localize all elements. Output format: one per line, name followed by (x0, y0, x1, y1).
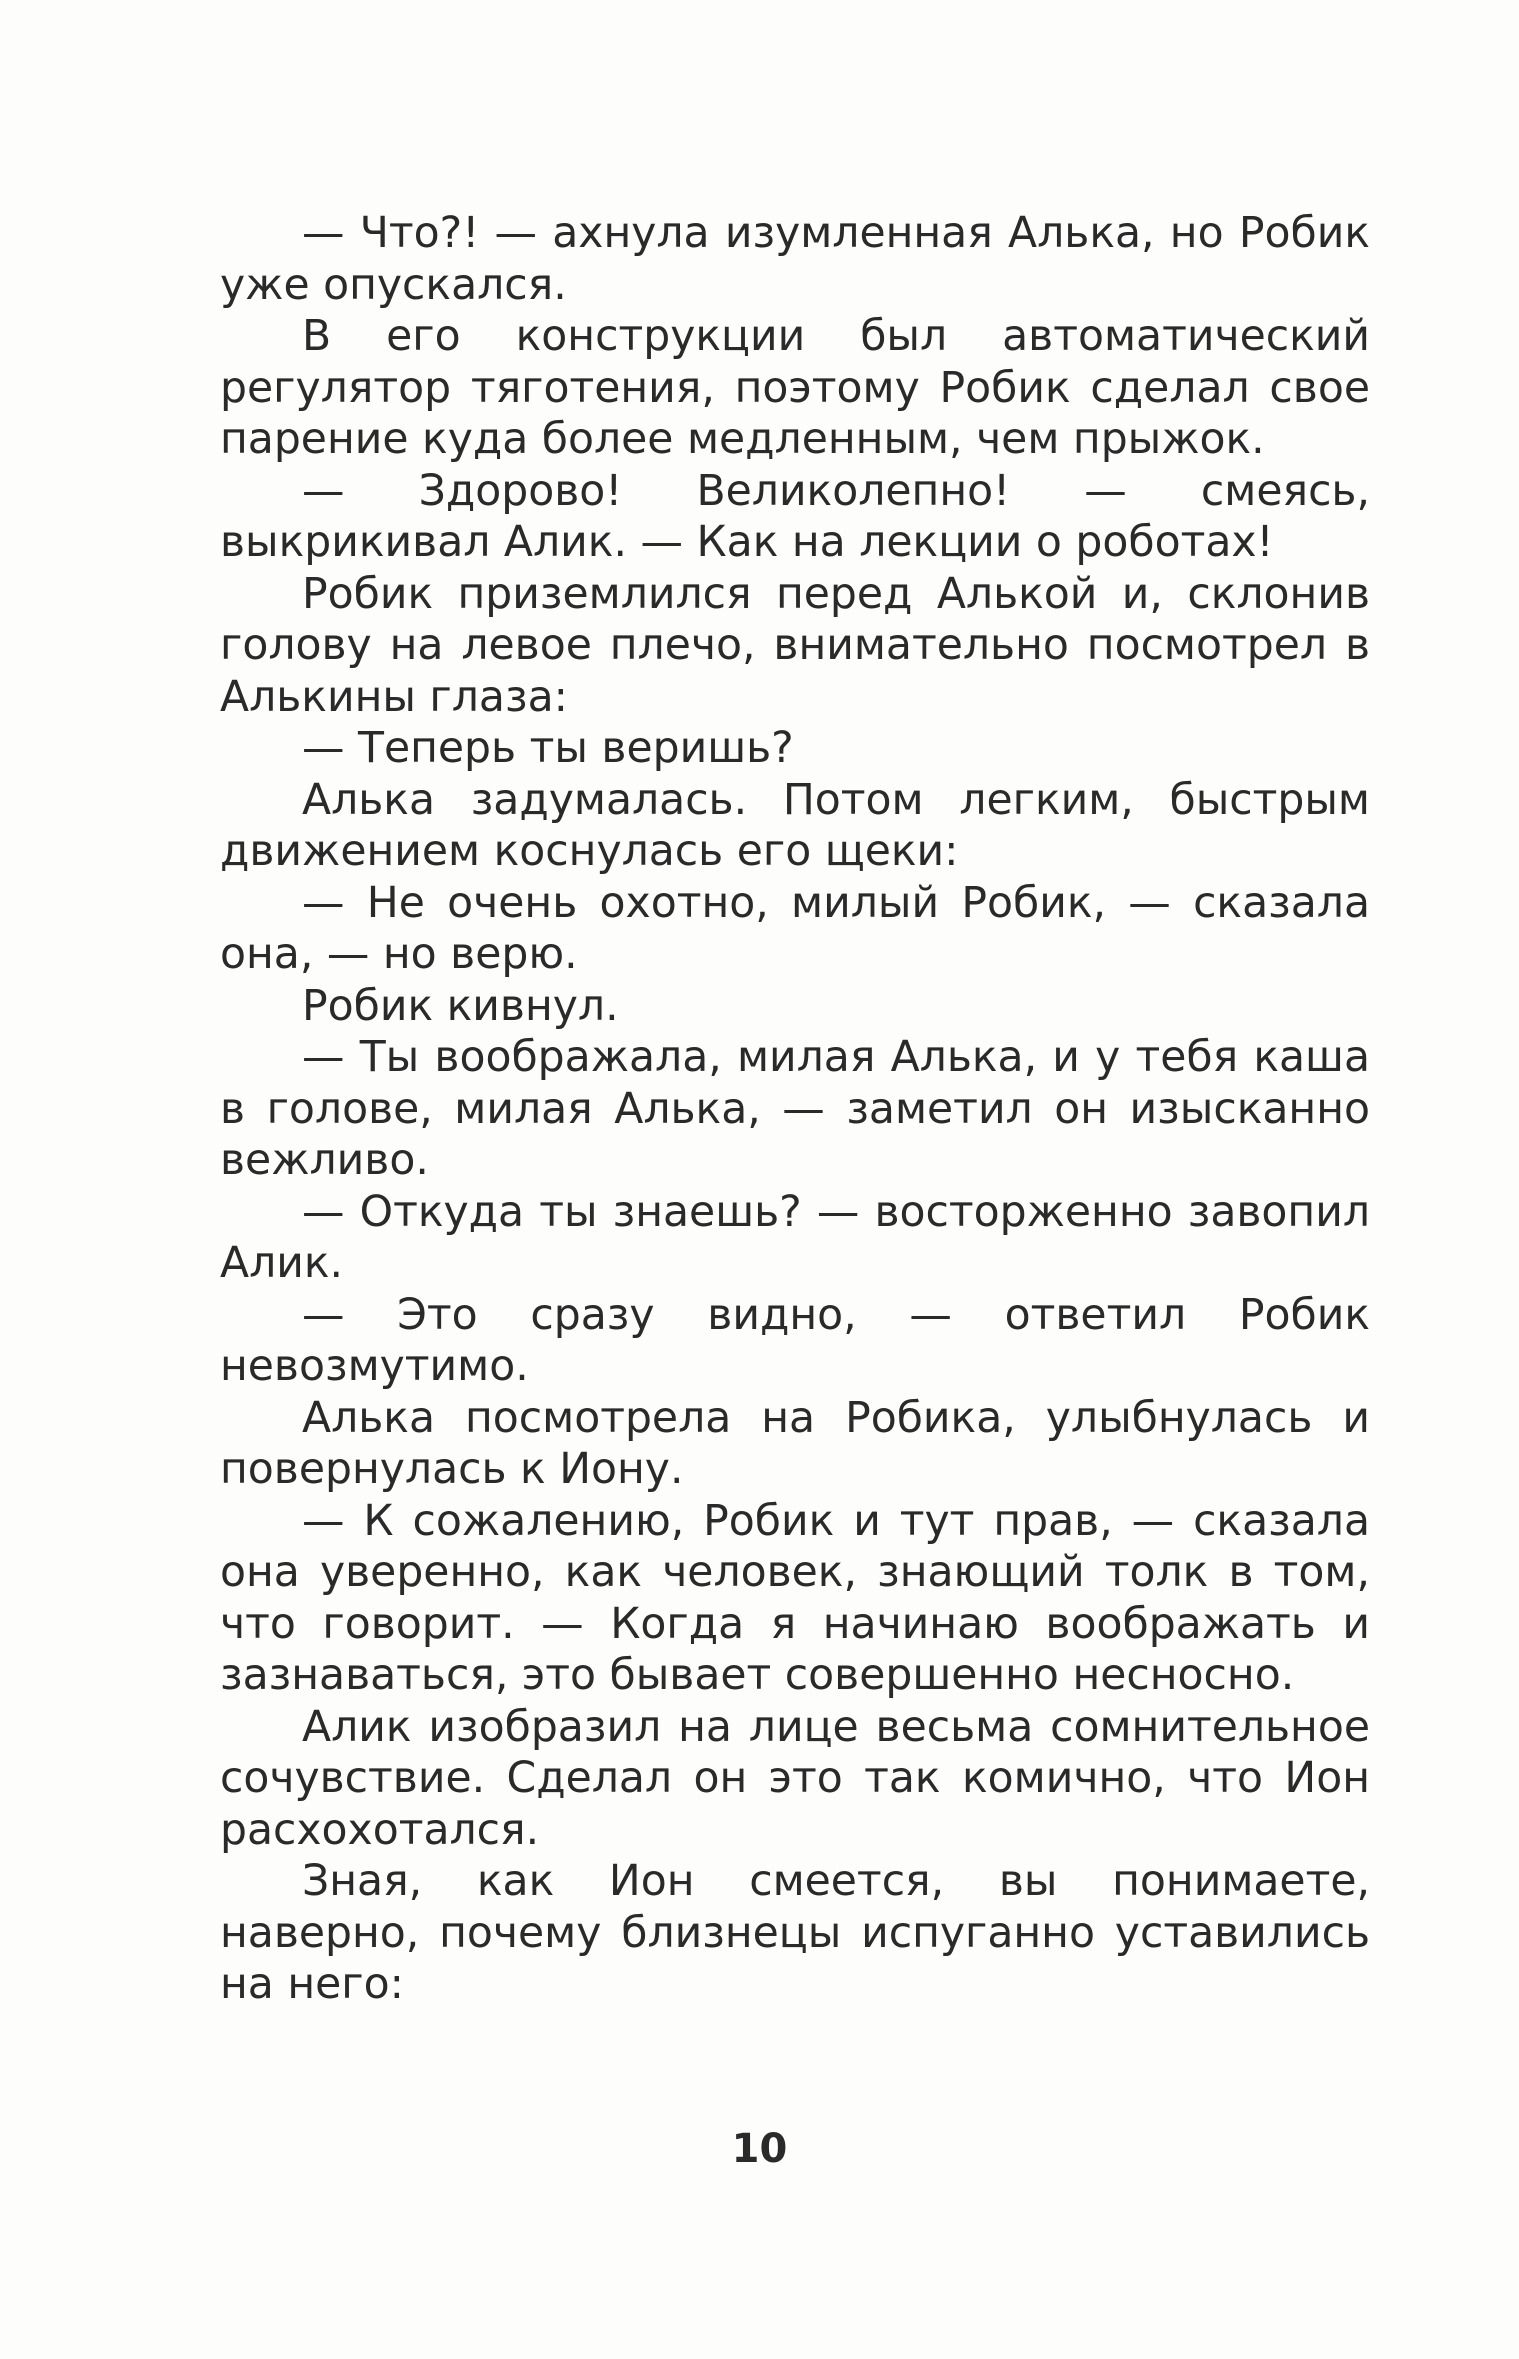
paragraph: Алик изобразил на лице весьма сомнительное сочувствие. Сделал он это так комично, что Ион расхохотался. (220, 1702, 1370, 1855)
paragraph: — Ты воображала, милая Алька, и у тебя каша в голове, милая Алька, — заметил он изысканно вежливо. (220, 1033, 1370, 1185)
paragraph: — Что?! — ахнула изумленная Алька, но Робик уже опускался. (220, 209, 1370, 310)
page-number: 10 (731, 2126, 788, 2172)
paragraph: В его конструкции был автоматический регулятор тяготения, поэтому Робик сделал свое парение куда более медленным, чем прыжок. (220, 312, 1370, 464)
paragraph: — Не очень охотно, милый Робик, — сказала она, — но верю. (220, 878, 1370, 979)
paragraph: Алька задумалась. Потом легким, быстрым движением коснулась его щеки: (220, 775, 1370, 876)
body-text (220, 208, 1370, 2011)
paragraph: Алька посмотрела на Робика, улыбнулась и повернулась к Иону. (220, 1393, 1370, 1494)
paragraph: Робик кивнул. (302, 981, 619, 1031)
paragraph: Робик приземлился перед Алькой и, склонив голову на левое плечо, внимательно посмотрел в Алькины глаза: (220, 569, 1370, 722)
paragraph: — Откуда ты знаешь? — восторженно завопил Алик. (220, 1187, 1370, 1288)
paragraph: — Теперь ты веришь? (302, 724, 794, 773)
paragraph: Зная, как Ион смеется, вы понимаете, наверно, почему близнецы испуганно уставились на него: (220, 1857, 1370, 2009)
paragraph: — К сожалению, Робик и тут прав, — сказала она уверенно, как человек, знающий толк в том, что говорит. — Когда я начинаю воображать и зазнаваться, это бывает совершенно несносно. (220, 1496, 1370, 1700)
paragraph: — Это сразу видно, — ответил Робик невозмутимо. (220, 1290, 1370, 1391)
paragraph: — Здорово! Великолепно! — смеясь, выкрикивал Алик. — Как на лекции о роботах! (220, 466, 1370, 567)
